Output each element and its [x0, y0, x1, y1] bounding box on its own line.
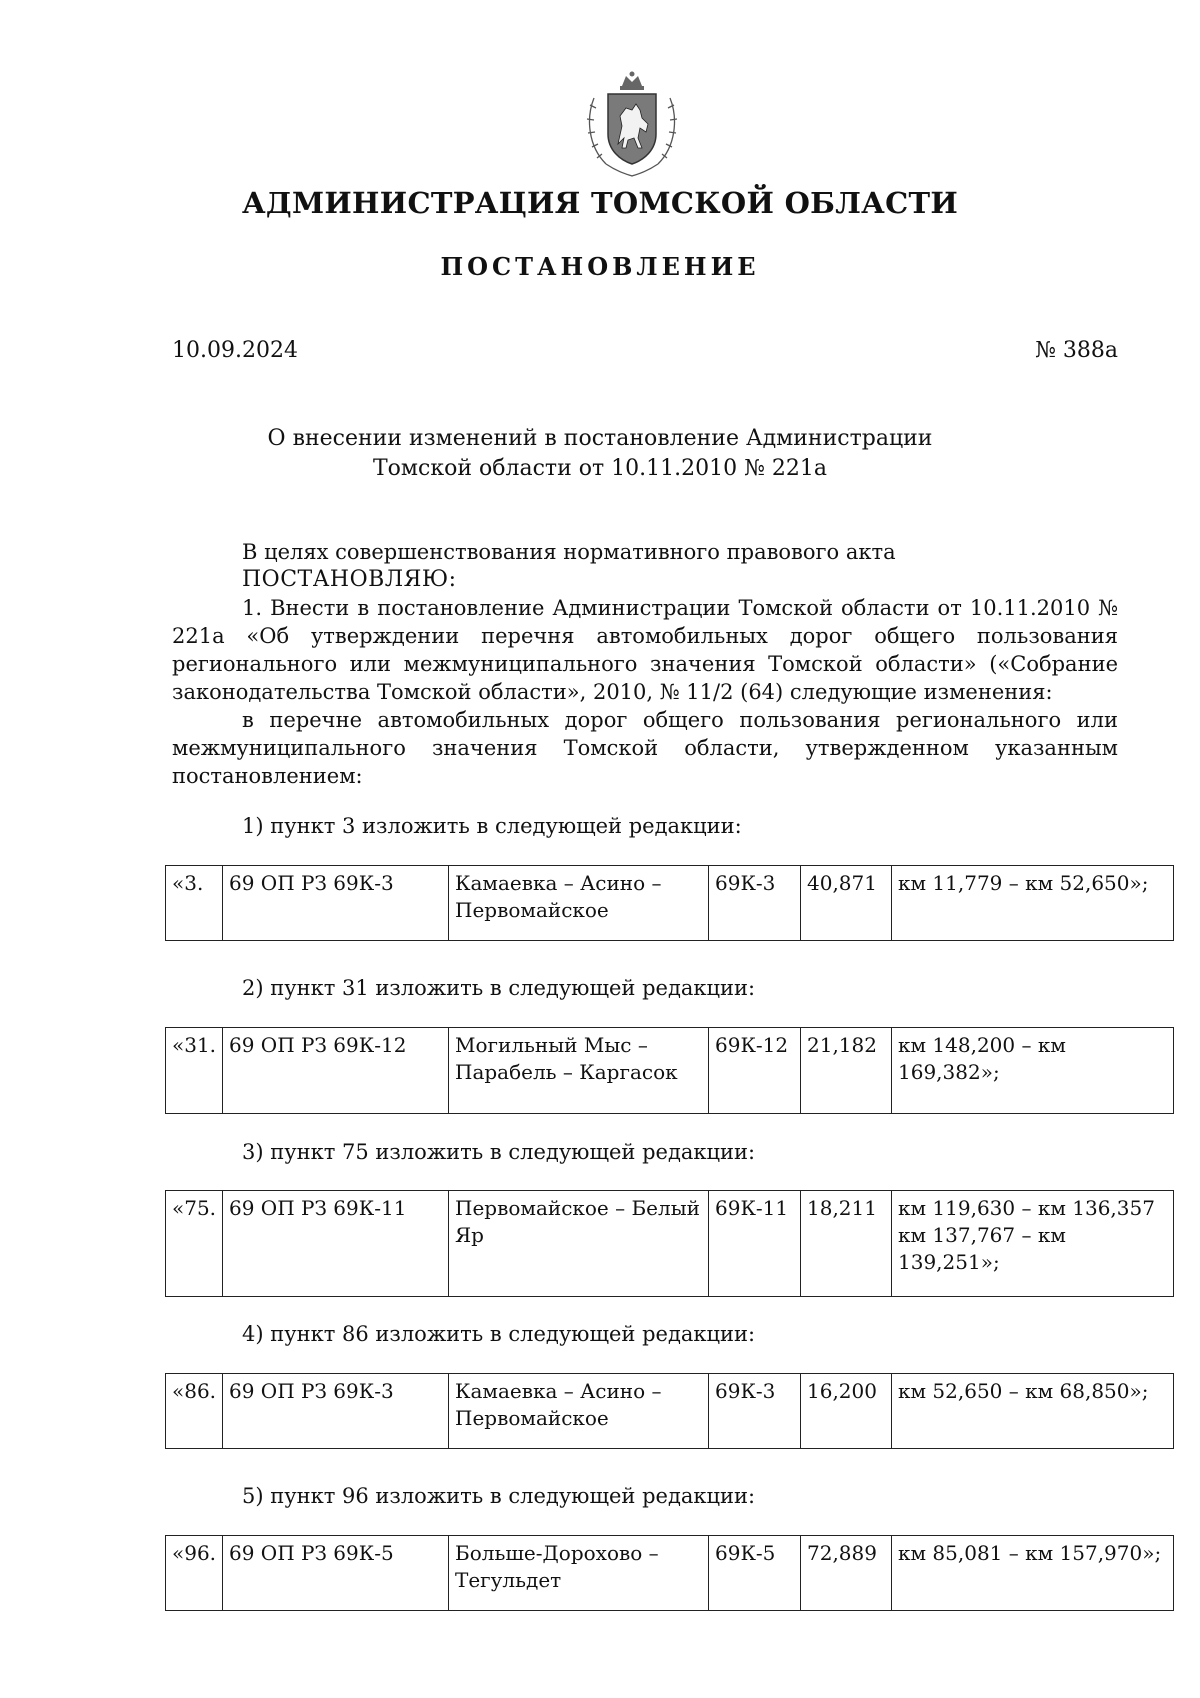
cell-road-id: 69 ОП РЗ 69К-3	[223, 1374, 449, 1449]
cell-km-range: км 119,630 – км 136,357 км 137,767 – км 139,251»;	[892, 1191, 1174, 1297]
document-number: № 388а	[1035, 338, 1118, 363]
cell-number: «3.	[166, 866, 223, 941]
document-type: ПОСТАНОВЛЕНИЕ	[440, 252, 760, 281]
amendment-item-4: 4) пункт 86 изложить в следующей редакции:	[242, 1322, 756, 1346]
road-table-4	[165, 1373, 1174, 1449]
cell-road-name: Могильный Мыс – Парабель – Каргасок	[449, 1028, 709, 1114]
amendment-item-2: 2) пункт 31 изложить в следующей редакции:	[242, 976, 756, 1000]
cell-road-code: 69К-3	[709, 866, 801, 941]
document-date: 10.09.2024	[172, 338, 298, 363]
cell-length: 40,871	[801, 866, 892, 941]
road-table-5	[165, 1535, 1174, 1611]
cell-road-id: 69 ОП РЗ 69К-11	[223, 1191, 449, 1297]
organization-title: АДМИНИСТРАЦИЯ ТОМСКОЙ ОБЛАСТИ	[241, 186, 959, 220]
cell-road-name: Камаевка – Асино – Первомайское	[449, 866, 709, 941]
paragraph-2: в перечне автомобильных дорог общего пользования регионального или межмуниципального значения Томской области, утвержденном указанным постановлением:	[172, 708, 1118, 788]
cell-road-code: 69К-12	[709, 1028, 801, 1114]
cell-road-code: 69К-5	[709, 1536, 801, 1611]
table-row	[166, 1374, 1174, 1449]
intro-paragraph: В целях совершенствования нормативного правового акта	[242, 540, 896, 564]
cell-road-id: 69 ОП РЗ 69К-12	[223, 1028, 449, 1114]
cell-road-name: Больше-Дорохово – Тегульдет	[449, 1536, 709, 1611]
document-body	[172, 538, 1118, 790]
tomsk-coat-of-arms-icon	[582, 68, 682, 180]
cell-km-range: км 85,081 – км 157,970»;	[892, 1536, 1174, 1611]
cell-road-name: Первомайское – Белый Яр	[449, 1191, 709, 1297]
cell-km-range: км 148,200 – км 169,382»;	[892, 1028, 1174, 1114]
amendment-item-1: 1) пункт 3 изложить в следующей редакции:	[242, 814, 742, 838]
cell-road-id: 69 ОП РЗ 69К-5	[223, 1536, 449, 1611]
road-table-2	[165, 1027, 1174, 1114]
cell-number: «31.	[166, 1028, 223, 1114]
cell-length: 21,182	[801, 1028, 892, 1114]
cell-number: «86.	[166, 1374, 223, 1449]
amendment-item-3: 3) пункт 75 изложить в следующей редакции:	[242, 1140, 756, 1164]
table-row	[166, 1191, 1174, 1297]
document-subject	[0, 424, 1200, 484]
cell-km-range: км 52,650 – км 68,850»;	[892, 1374, 1174, 1449]
cell-km-range: км 11,779 – км 52,650»;	[892, 866, 1174, 941]
cell-length: 18,211	[801, 1191, 892, 1297]
cell-number: «75.	[166, 1191, 223, 1297]
table-row	[166, 1028, 1174, 1114]
cell-road-name: Камаевка – Асино – Первомайское	[449, 1374, 709, 1449]
cell-number: «96.	[166, 1536, 223, 1611]
table-row	[166, 1536, 1174, 1611]
table-row	[166, 866, 1174, 941]
amendment-item-5: 5) пункт 96 изложить в следующей редакции:	[242, 1484, 756, 1508]
road-table-1	[165, 865, 1174, 941]
decree-word: ПОСТАНОВЛЯЮ:	[242, 567, 457, 592]
cell-road-code: 69К-11	[709, 1191, 801, 1297]
cell-road-id: 69 ОП РЗ 69К-3	[223, 866, 449, 941]
cell-length: 16,200	[801, 1374, 892, 1449]
subject-line-2: Томской области от 10.11.2010 № 221а	[372, 456, 828, 481]
paragraph-1: 1. Внести в постановление Администрации Томской области от 10.11.2010 № 221а «Об утверждении перечня автомобильных дорог общего пользования регионального или межмуниципального значения Томской области» («Собрание законодательства Томской области», 2010, № 11/2 (64) следующие изменения:	[172, 596, 1118, 704]
cell-road-code: 69К-3	[709, 1374, 801, 1449]
road-table-3	[165, 1190, 1174, 1297]
subject-line-1: О внесении изменений в постановление Администрации	[267, 426, 933, 451]
cell-length: 72,889	[801, 1536, 892, 1611]
